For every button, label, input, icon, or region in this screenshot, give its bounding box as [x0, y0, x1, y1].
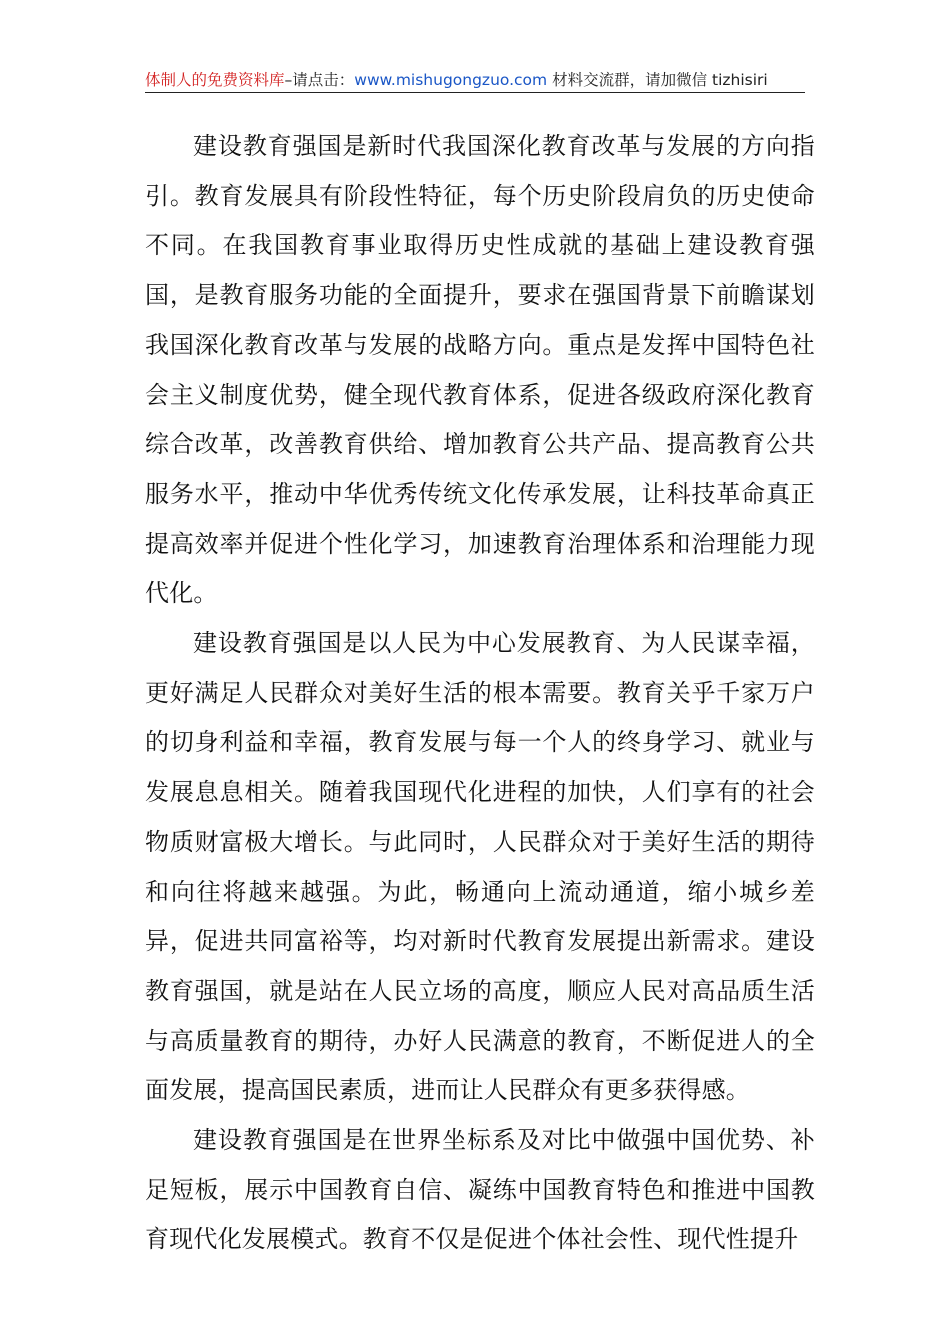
paragraph-1: 建设教育强国是新时代我国深化教育改革与发展的方向指引。教育发展具有阶段性特征，每个历史阶段肩负的历史使命不同。在我国教育事业取得历史性成就的基础上建设教育强国，是教育服务功能的全面提升，要求在强国背景下前瞻谋划我国深化教育改革与发展的战略方向。重点是发挥中国特色社会主义制度优势，健全现代教育体系，促进各级政府深化教育综合改革，改善教育供给、增加教育公共产品、提高教育公共服务水平，推动中华优秀传统文化传承发展，让科技革命真正提高效率并促进个性化学习，加速教育治理体系和治理能力现代化。: [145, 132, 815, 608]
header-url-link[interactable]: www.mishugongzuo.com: [354, 71, 548, 89]
header-brand: 体制人的免费资料库: [145, 71, 285, 89]
document-body: [145, 122, 815, 1265]
paragraph-2: 建设教育强国是以人民为中心发展教育、为人民谋幸福，更好满足人民群众对美好生活的根本需要。教育关乎千家万户的切身利益和幸福，教育发展与每一个人的终身学习、就业与发展息息相关。随着我国现代化进程的加快，人们享有的社会物质财富极大增长。与此同时，人民群众对于美好生活的期待和向往将越来越强。为此，畅通向上流动通道，缩小城乡差异，促进共同富裕等，均对新时代教育发展提出新需求。建设教育强国，就是站在人民立场的高度，顺应人民对高品质生活与高质量教育的期待，办好人民满意的教育，不断促进人的全面发展，提高国民素质，进而让人民群众有更多获得感。: [145, 629, 815, 1105]
paragraph-3: 建设教育强国是在世界坐标系及对比中做强中国优势、补足短板，展示中国教育自信、凝练中国教育特色和推进中国教育现代化发展模式。教育不仅是促进个体社会性、现代性提升: [145, 1126, 815, 1254]
header-note: 材料交流群，请加微信 tizhisiri: [547, 71, 768, 89]
header-prompt: –请点击：: [284, 71, 355, 89]
page-header: [145, 68, 805, 93]
